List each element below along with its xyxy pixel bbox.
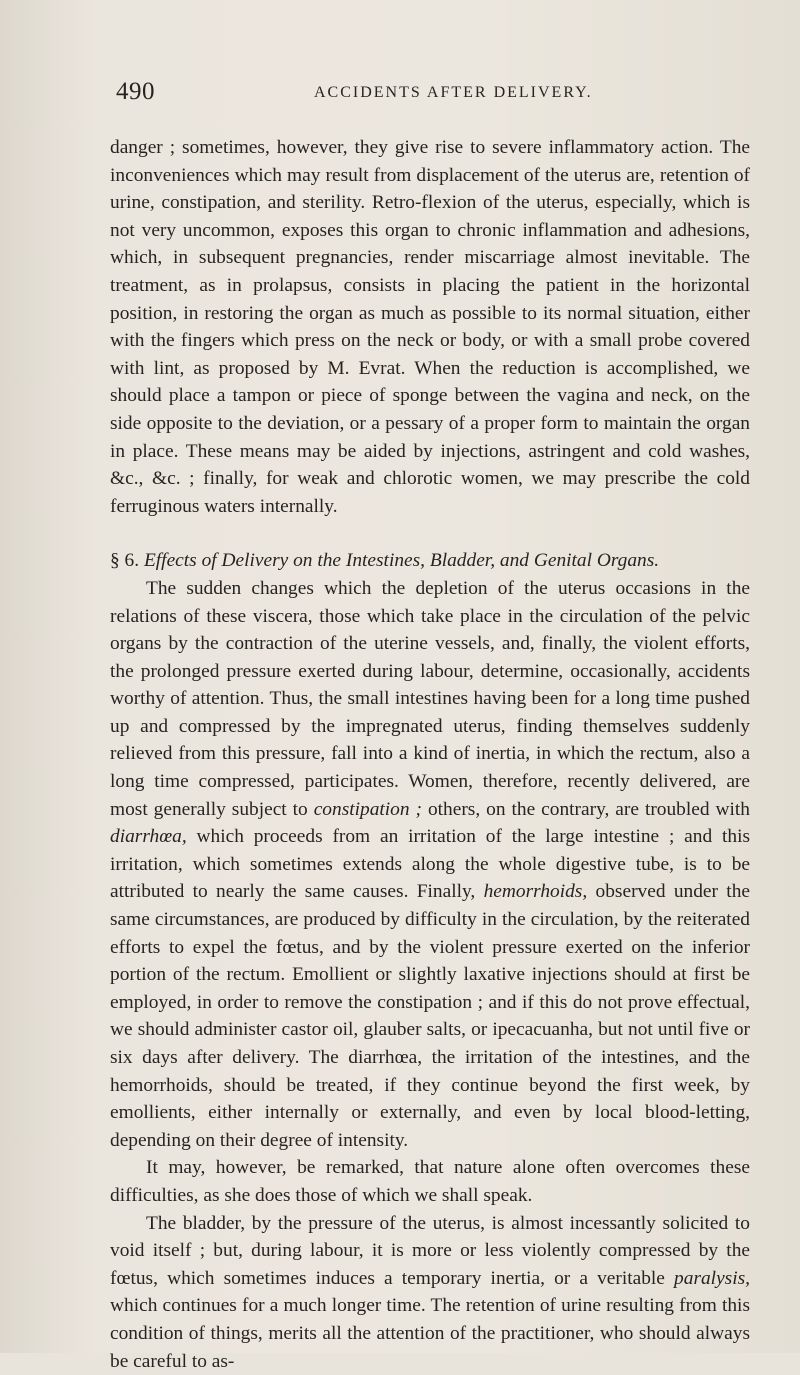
running-head bbox=[110, 78, 750, 108]
paragraph-text: others, on the contrary, are troubled with bbox=[422, 798, 750, 820]
paragraph-text: which continues for a much longer time. The retention of urine resulting from this condition of things, merits all the attention of the practitioner, who should always be careful to as- bbox=[110, 1295, 750, 1372]
term-paralysis: paralysis, bbox=[674, 1267, 750, 1289]
paragraph-text: The sudden changes which the depletion of the uterus occasions in the relations of these viscera, those which take place in the circulation of the pelvic organs by the contraction of the uterine vessels, and, finally, the violent efforts, the prolonged pressure exerted during labour, determine, occasionally, accidents worthy of attention. Thus, the small intestines having been for a long time pushed up and compressed by the impregnated uterus, finding themselves suddenly relieved from this pressure, fall into a kind of inertia, in which the rectum, also a long time compressed, participates. Women, therefore, recently delivered, are most generally subject to bbox=[110, 577, 750, 820]
paragraph-nature: It may, however, be remarked, that nature alone often overcomes these difficulties, as she does those of which we shall speak. bbox=[110, 1157, 750, 1206]
paragraph-displacement-treatment: danger ; sometimes, however, they give rise to severe inflammatory action. The inconveniences which may result from displacement of the uterus are, retention of urine, constipation, and sterility. Retro-flexion of the uterus, especially, which is not very uncommon, exposes this organ to chronic inflammation and adhesions, which, in subsequent pregnancies, render miscarriage almost inevitable. The treatment, as in prolapsus, consists in placing the patient in the horizontal position, in restoring the organ as much as possible to its normal situation, either with the fingers which press on the neck or body, or with a small probe covered with lint, as proposed by M. Evrat. When the reduction is accomplished, we should place a tampon or piece of sponge between the vagina and neck, on the side opposite to the deviation, or a pessary of a proper form to maintain the organ in place. These means may be aided by injections, astringent and cold washes, &c., &c. ; finally, for weak and chlorotic women, we may prescribe the cold ferruginous waters internally. bbox=[110, 137, 750, 517]
page-number: 490 bbox=[116, 78, 155, 105]
paragraph-text: which proceeds from an irritation of the large intestine ; and this irritation, which sometimes extends along the whole digestive tube, is to be attributed to nearly the same causes. Finally, bbox=[110, 826, 750, 903]
term-hemorrhoids: hemorrhoids, bbox=[483, 881, 588, 903]
section-title: Effects of Delivery on the Intestines, Bladder, and Genital Organs. bbox=[143, 550, 660, 572]
body-text bbox=[110, 134, 750, 1375]
paragraph-bladder bbox=[110, 1210, 750, 1375]
section-heading bbox=[110, 547, 750, 575]
running-title: ACCIDENTS AFTER DELIVERY. bbox=[314, 84, 593, 101]
term-diarrhoea: diarrhœa, bbox=[110, 826, 187, 848]
paragraph-text: observed under the same circumstances, are produced by difficulty in the circulation, by the reiterated efforts to expel the fœtus, and by the violent pressure exerted on the inferior portion of the rectum. Emollient or slightly laxative injections should at first be employed, in order to remove the constipation ; and if this do not prove effectual, we should administer castor oil, glauber salts, or ipecacuanha, but not until five or six days after delivery. The diarrhœa, the irritation of the intestines, and the hemorrhoids, should be treated, if they continue beyond the first week, by emollients, either internally or externally, and even by local blood-letting, depending on their degree of intensity. bbox=[110, 881, 750, 1151]
term-constipation: constipation ; bbox=[313, 798, 422, 820]
paragraph-text: The bladder, by the pressure of the uterus, is almost incessantly solicited to void itself ; but, during labour, it is more or less violently compressed by the fœtus, which sometimes induces a temporary inertia, or a veritable bbox=[110, 1212, 750, 1289]
paragraph-intestines bbox=[110, 575, 750, 1154]
section-number: § 6. bbox=[110, 550, 140, 572]
